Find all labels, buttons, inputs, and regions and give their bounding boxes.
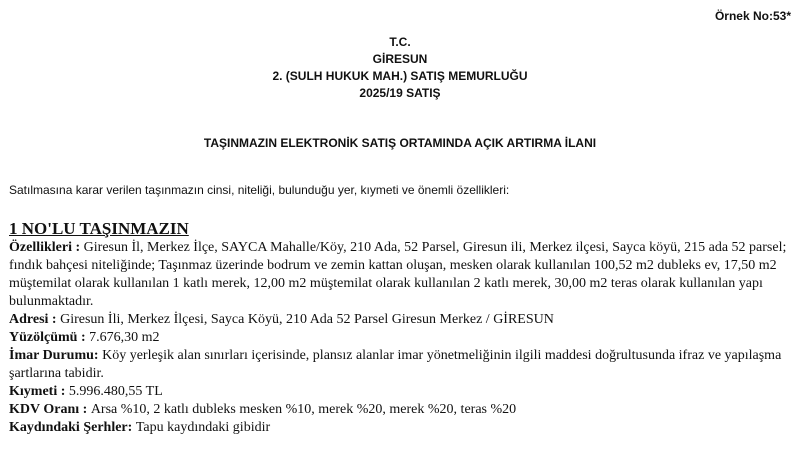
property-heading: 1 NO'LU TAŞINMAZIN	[9, 219, 189, 238]
document-header	[0, 34, 800, 102]
field-label: KDV Oranı	[9, 402, 80, 417]
field-value: Giresun İli, Merkez İlçesi, Sayca Köyü, 210 Ada 52 Parsel Giresun Merkez / GİRESUN	[60, 312, 554, 327]
field-vat-rate: KDV Oranı : Arsa %10, 2 katlı dubleks mesken %10, merek %20, merek %20, teras %20	[9, 402, 517, 417]
header-city: GİRESUN	[372, 52, 428, 66]
header-case-number: 2025/19 SATIŞ	[359, 86, 441, 100]
field-zoning: İmar Durumu: Köy yerleşik alan sınırları içerisinde, plansız alanlar imar yönetmeliğinin ilgili maddesi doğrultusunda ifraz ve yapılaşma şartlarına tabidir.	[9, 348, 782, 381]
field-value: 7.676,30 m2	[89, 330, 160, 345]
field-value: 5.996.480,55 TL	[68, 384, 163, 399]
field-label: Adresi	[9, 312, 49, 327]
announcement-title: TAŞINMAZIN ELEKTRONİK SATIŞ ORTAMINDA AÇIK ARTIRMA İLANI	[203, 136, 597, 150]
field-value: Giresun İl, Merkez İlçe, SAYCA Mahalle/Köy, 210 Ada, 52 Parsel, Giresun ili, Merkez ilçesi, Sayca köyü, 215 ada 52 parsel; fındık bahçesi niteliğinde; Taşınmaz üzerinde bodrum ve zemin kattan oluşan, mesken olarak kullanılan 100,52 m2 dubleks ev, 17,50 m2 müştemilat olarak kullanılan 1 katlı merek, 12,00 m2 müştemilat olarak kullanılan 2 katlı merek, 30,00 m2 teras olarak kullanılan yapı bulunmaktadır.	[9, 240, 787, 309]
field-value: Arsa %10, 2 katlı dubleks mesken %10, merek %20, merek %20, teras %20	[90, 402, 517, 417]
field-address: Adresi : Giresun İli, Merkez İlçesi, Sayca Köyü, 210 Ada 52 Parsel Giresun Merkez / GİRESUN	[9, 312, 554, 327]
header-office: 2. (SULH HUKUK MAH.) SATIŞ MEMURLUĞU	[272, 69, 528, 83]
field-value: Tapu kaydındaki gibidir	[135, 420, 271, 435]
field-label: İmar Durumu	[9, 348, 94, 363]
intro-text: Satılmasına karar verilen taşınmazın cinsi, niteliği, bulunduğu yer, kıymeti ve önemli özellikleri:	[9, 183, 510, 197]
field-features: Özellikleri : Giresun İl, Merkez İlçe, SAYCA Mahalle/Köy, 210 Ada, 52 Parsel, Giresun ili, Merkez ilçesi, Sayca köyü, 215 ada 52 parsel; fındık bahçesi niteliğinde; Taşınmaz üzerinde bodrum ve zemin kattan oluşan, mesken olarak kullanılan 100,52 m2 dubleks ev, 17,50 m2 müştemilat olarak kullanılan 1 katlı merek, 12,00 m2 müştemilat olarak kullanılan 2 katlı merek, 30,00 m2 teras olarak kullanılan yapı bulunmaktadır.	[9, 240, 787, 309]
header-country: T.C.	[389, 35, 411, 49]
field-label: Kaydındaki Şerhler	[9, 420, 128, 435]
property-section	[9, 219, 794, 437]
field-value: Köy yerleşik alan sınırları içerisinde, plansız alanlar imar yönetmeliğinin ilgili maddesi doğrultusunda ifraz ve yapılaşma şartlarına tabidir.	[9, 348, 782, 381]
field-label: Yüzölçümü	[9, 330, 78, 345]
field-value-estimate: Kıymeti : 5.996.480,55 TL	[9, 384, 163, 399]
form-number: Örnek No:53*	[714, 9, 791, 23]
field-label: Özellikleri	[9, 240, 72, 255]
field-area: Yüzölçümü : 7.676,30 m2	[9, 330, 160, 345]
field-annotations: Kaydındaki Şerhler: Tapu kaydındaki gibidir	[9, 420, 271, 435]
field-label: Kıymeti	[9, 384, 58, 399]
